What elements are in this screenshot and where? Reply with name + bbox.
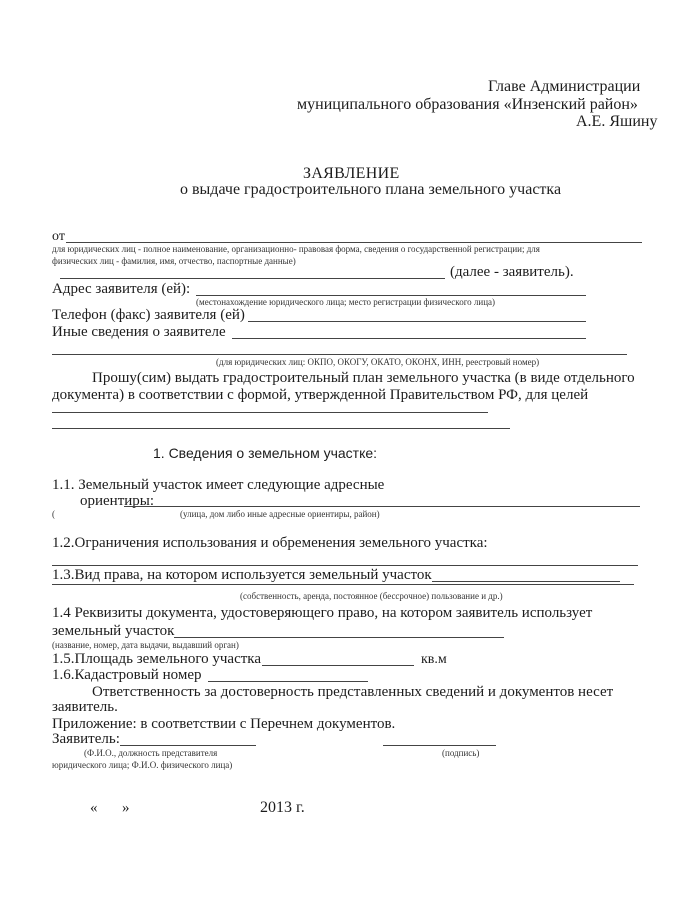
item-1-3-text: 1.3.Вид права, на котором используется земельный участок [52, 567, 432, 583]
item-1-4-text-2: земельный участок [52, 623, 175, 639]
item-1-1-field-line[interactable] [124, 506, 640, 507]
signature-hint: (подпись) [442, 748, 480, 758]
item-1-2-field-line[interactable] [52, 565, 638, 566]
address-hint: (местонахождение юридического лица; место регистрации физического лица) [196, 297, 496, 307]
request-line-2: документа) в соответствии с формой, утвержденной Правительством РФ, для целей [52, 387, 589, 403]
item-1-1-hint: (улица, дом либо иные адресные ориентиры, район) [180, 509, 380, 519]
phone-label: Телефон (факс) заявителя (ей) [52, 307, 245, 323]
address-field-line[interactable] [196, 295, 586, 296]
addressee-line-2: муниципального образования «Инзенский район» [297, 96, 638, 113]
responsibility-text-2: заявитель. [52, 699, 118, 715]
item-1-2-text: 1.2.Ограничения использования и обременения земельного участка: [52, 535, 488, 551]
fio-hint-2: юридического лица; Ф.И.О. физического лица) [52, 760, 233, 770]
request-line-1: Прошу(сим) выдать градостроительный план земельного участка (в виде отдельного [92, 370, 635, 386]
document-subtitle: о выдаче градостроительного плана земельного участка [180, 181, 562, 198]
date-quote-open: « [90, 800, 98, 816]
addressee-line-1: Главе Администрации [488, 78, 641, 95]
other-info-field-line-2[interactable] [52, 354, 627, 355]
address-label: Адрес заявителя (ей): [52, 281, 191, 297]
from-field-line-2[interactable] [60, 278, 445, 279]
phone-field-line[interactable] [248, 321, 586, 322]
item-1-6-text: 1.6.Кадастровый номер [52, 667, 202, 683]
item-1-5-field-line[interactable] [262, 665, 414, 666]
item-1-3-field-line[interactable] [432, 581, 620, 582]
item-1-4-hint: (название, номер, дата выдачи, выдавший орган) [52, 640, 239, 650]
item-1-5-text: 1.5.Площадь земельного участка [52, 651, 261, 667]
applicant-name-field-line[interactable] [120, 745, 256, 746]
date-year: 2013 г. [260, 799, 305, 816]
date-quote-close: » [122, 800, 130, 816]
purpose-field-line-2[interactable] [52, 428, 510, 429]
from-field-line[interactable] [66, 242, 642, 243]
item-1-3-hint: (собственность, аренда, постоянное (бессрочное) пользование и др.) [240, 591, 503, 601]
document-title: ЗАЯВЛЕНИЕ [303, 165, 400, 182]
from-hint-legal: для юридических лиц - полное наименование, организационно- правовая форма, сведения о государственной регистрации; для [52, 244, 540, 254]
addressee-line-3: А.Е. Яшину [576, 113, 658, 130]
item-1-6-field-line[interactable] [208, 681, 368, 682]
section-1-heading: 1. Сведения о земельном участке: [153, 445, 378, 461]
item-1-1-text-2: ориентиры: [80, 493, 155, 509]
item-1-4-text: 1.4 Реквизиты документа, удостоверяющего право, на котором заявитель использует [52, 605, 593, 621]
applicant-signature-label: Заявитель: [52, 731, 120, 747]
signature-field-line[interactable] [383, 745, 496, 746]
fio-hint: (Ф.И.О., должность представителя [84, 748, 218, 758]
other-info-field-line[interactable] [232, 338, 586, 339]
purpose-field-line[interactable] [52, 412, 488, 413]
item-1-1-text: 1.1. Земельный участок имеет следующие адресные [52, 477, 385, 493]
hereinafter-text: (далее - заявитель). [450, 264, 574, 280]
responsibility-text: Ответственность за достоверность представленных сведений и документов несет [92, 684, 614, 700]
other-info-label: Иные сведения о заявителе [52, 324, 226, 340]
item-1-5-unit: кв.м [421, 652, 447, 667]
from-hint-physical: физических лиц - фамилия, имя, отчество, паспортные данные) [52, 256, 296, 266]
item-1-4-field-line[interactable] [174, 637, 504, 638]
attachment-text: Приложение: в соответствии с Перечнем документов. [52, 716, 396, 732]
from-label: от [52, 229, 65, 244]
item-1-3-underline [52, 584, 634, 585]
item-1-1-open-paren: ( [52, 509, 55, 519]
codes-hint: (для юридических лиц: ОКПО, ОКОГУ, ОКАТО, ОКОНХ, ИНН, реестровый номер) [216, 357, 540, 367]
